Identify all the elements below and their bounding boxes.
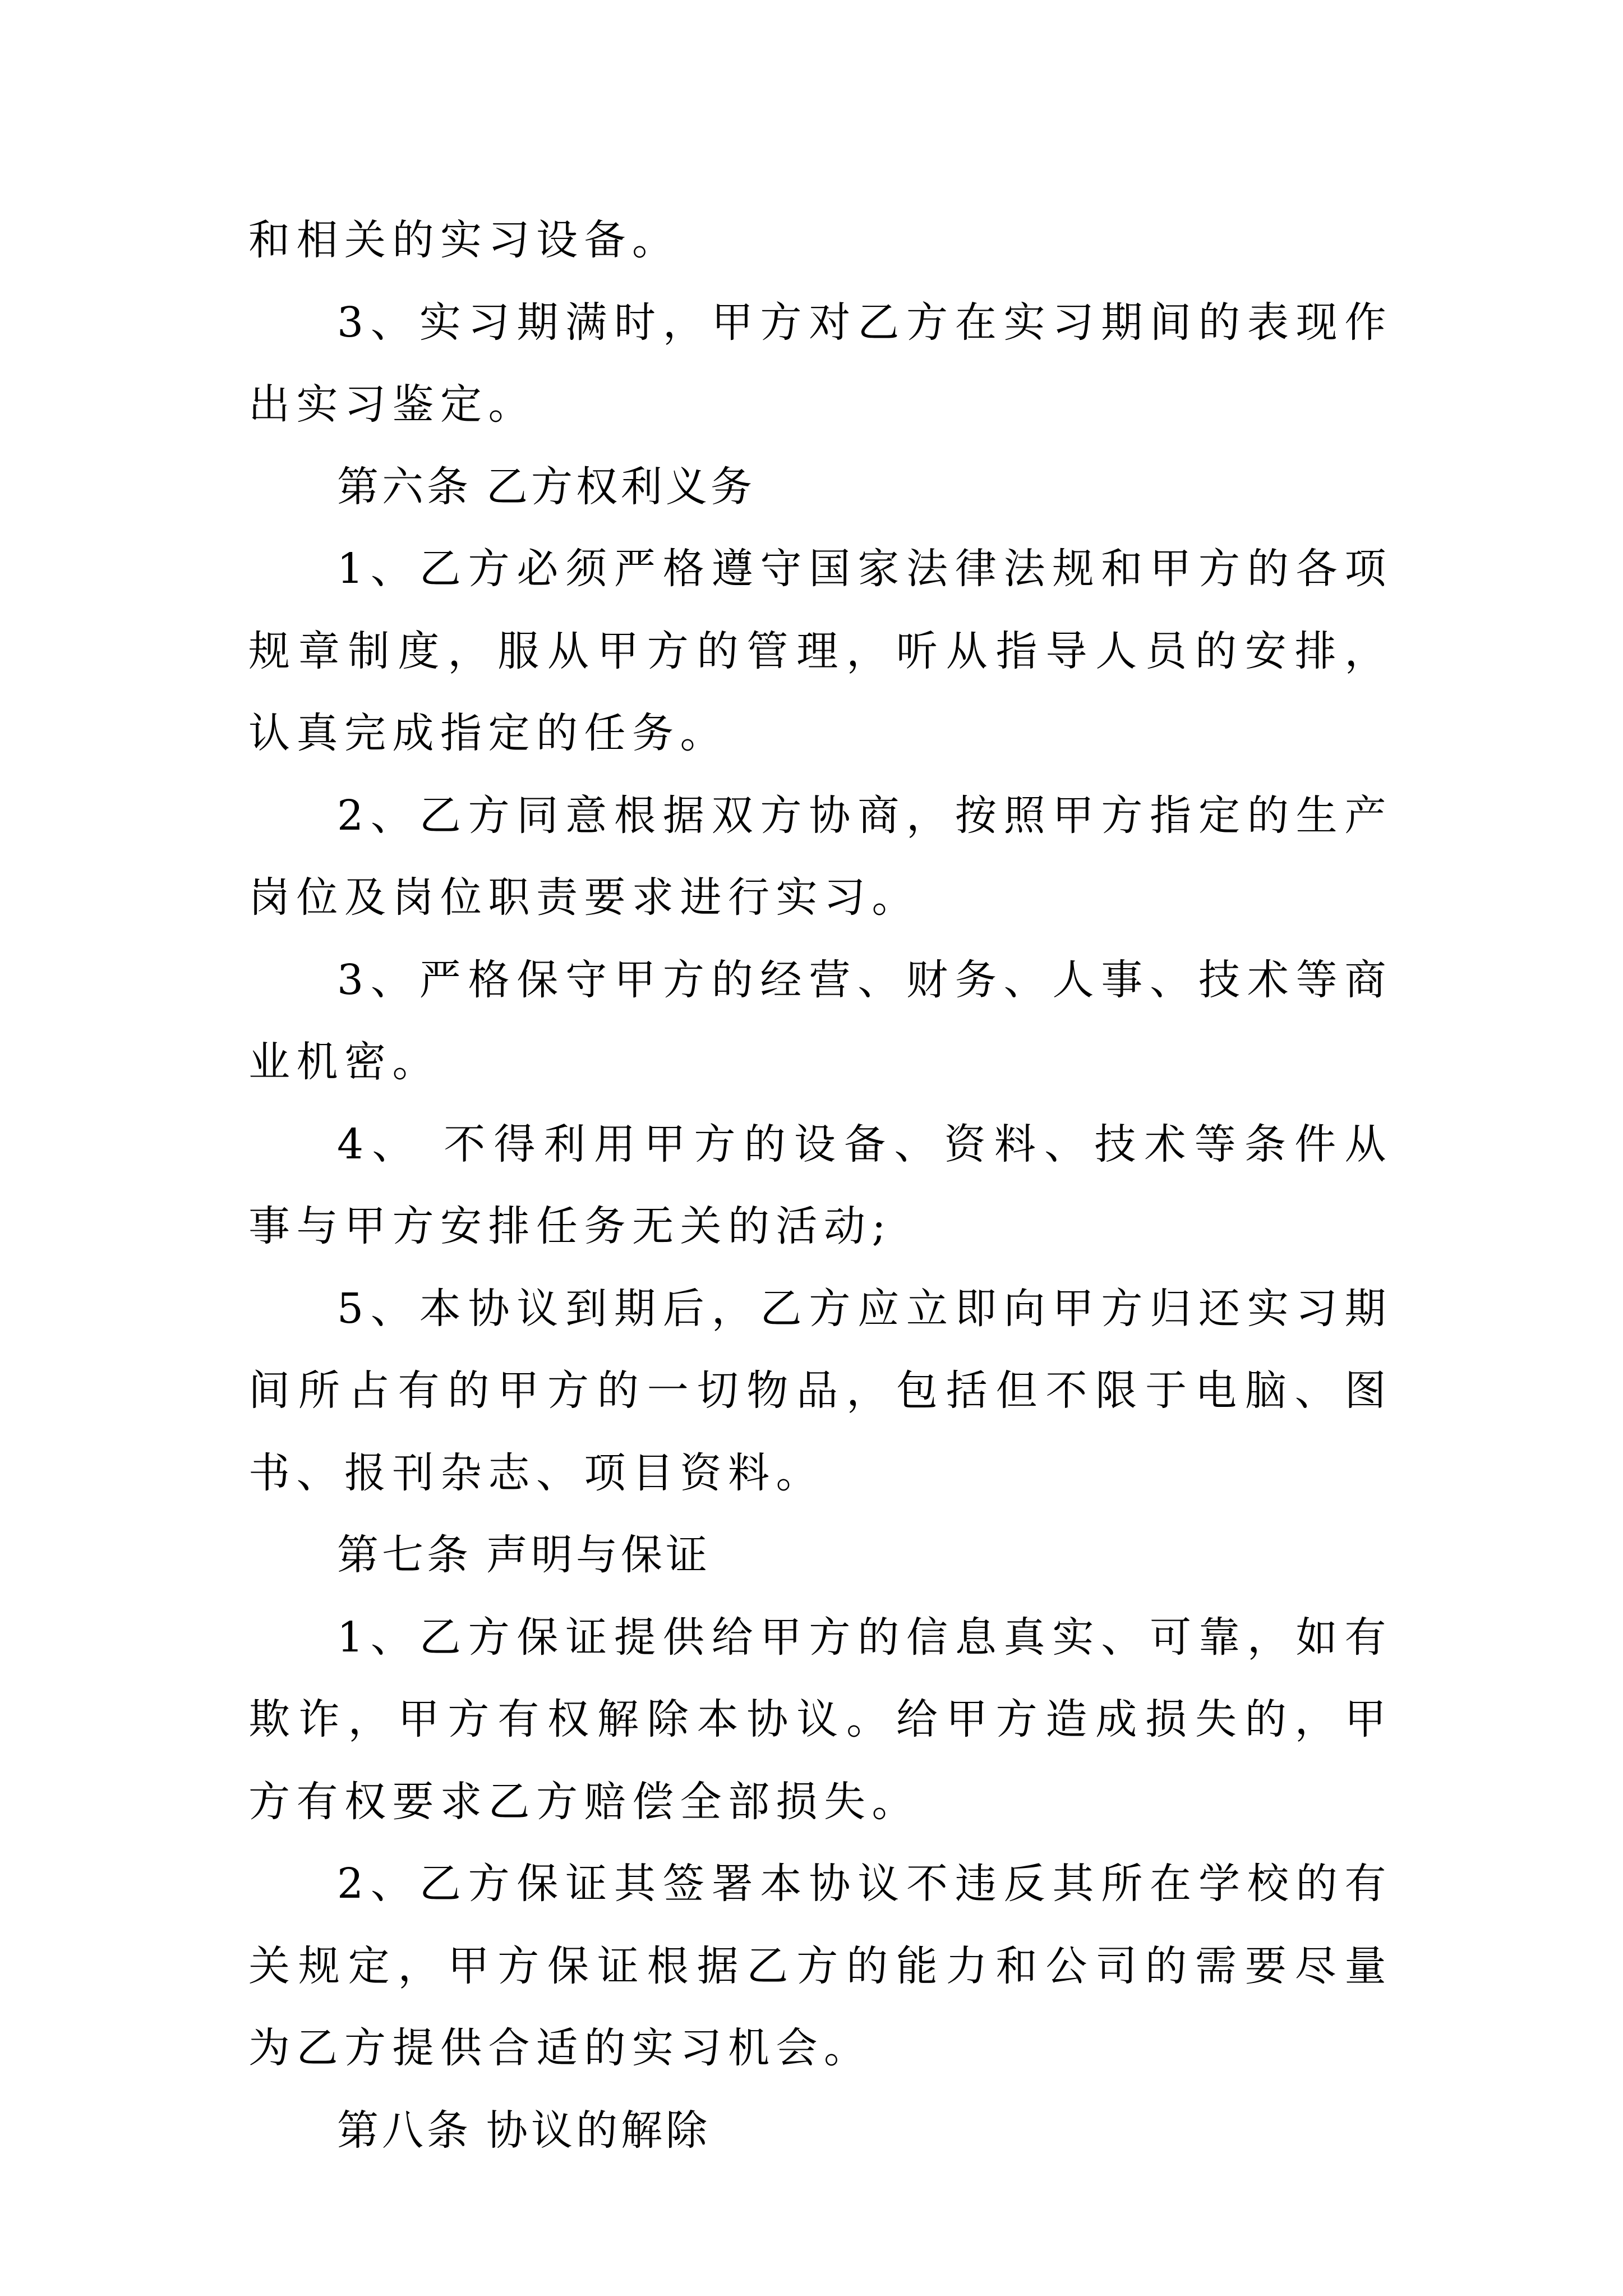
paragraph-equipment: 和相关的实习设备。 bbox=[248, 216, 680, 264]
article-number: 第六条 bbox=[337, 462, 472, 511]
article-title: 乙方权利义务 bbox=[486, 462, 755, 511]
document-body bbox=[248, 199, 1393, 2171]
paragraph-confidentiality: 3、严格保守甲方的经营、财务、人事、技术等商业机密。 bbox=[248, 955, 1393, 1086]
article-number: 第八条 bbox=[337, 2106, 472, 2155]
paragraph-school-compliance: 2、乙方保证其签署本协议不违反其所在学校的有关规定，甲方保证根据乙方的能力和公司的需要尽量为乙方提供合适的实习机会。 bbox=[248, 1860, 1393, 2072]
paragraph-no-misuse: 4、 不得利用甲方的设备、资料、技术等条件从事与甲方安排任务无关的活动; bbox=[248, 1120, 1393, 1250]
paragraph-obey-rules: 1、乙方必须严格遵守国家法律法规和甲方的各项规章制度，服从甲方的管理，听从指导人员的安排，认真完成指定的任务。 bbox=[248, 545, 1393, 757]
article-heading-8 bbox=[248, 2090, 1393, 2172]
article-number: 第七条 bbox=[337, 1531, 472, 1579]
article-title: 协议的解除 bbox=[486, 2106, 711, 2155]
article-title: 声明与保证 bbox=[486, 1531, 711, 1579]
article-heading-7 bbox=[248, 1514, 1393, 1596]
paragraph-return-items: 5、本协议到期后，乙方应立即向甲方归还实习期间所占有的甲方的一切物品，包括但不限于电脑、图书、报刊杂志、项目资料。 bbox=[248, 1284, 1393, 1497]
paragraph-assigned-post: 2、乙方同意根据双方协商，按照甲方指定的生产岗位及岗位职责要求进行实习。 bbox=[248, 791, 1393, 922]
paragraph-truthful-info: 1、乙方保证提供给甲方的信息真实、可靠，如有欺诈，甲方有权解除本协议。给甲方造成损失的，甲方有权要求乙方赔偿全部损失。 bbox=[248, 1613, 1393, 1826]
article-heading-6 bbox=[248, 446, 1393, 528]
paragraph-internship-evaluation: 3、实习期满时，甲方对乙方在实习期间的表现作出实习鉴定。 bbox=[248, 298, 1393, 429]
